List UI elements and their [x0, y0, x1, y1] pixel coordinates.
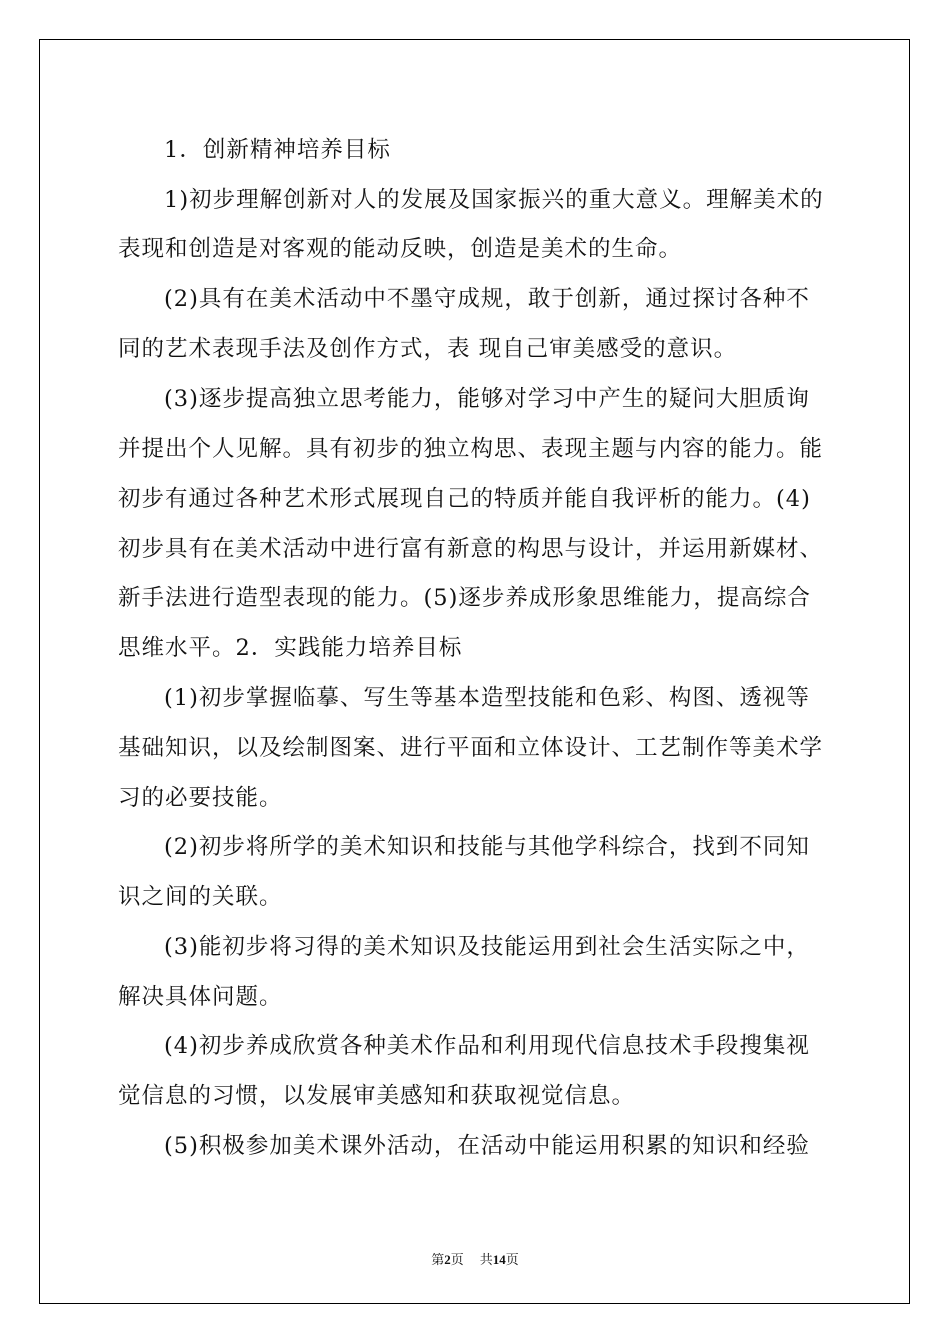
page-border: [39, 39, 910, 1304]
section-heading: 1．创新精神培养目标: [164, 137, 391, 163]
paragraph-line: (2)具有在美术活动中不墨守成规，敢于创新，通过探讨各种不: [164, 286, 810, 312]
paragraph-line: 习的必要技能。: [118, 785, 283, 811]
paragraph-line: 新手法进行造型表现的能力。(5)逐步养成形象思维能力，提高综合: [118, 585, 811, 611]
paragraph-line: 表现和创造是对客观的能动反映，创造是美术的生命。: [118, 236, 683, 262]
page-number: 2: [444, 1252, 451, 1267]
total-pages-label: 共14页: [479, 1252, 519, 1268]
paragraph-line: 同的艺术表现手法及创作方式，表 现自己审美感受的意识。: [118, 336, 738, 362]
paragraph-line: 初步有通过各种艺术形式展现自己的特质并能自我评析的能力。(4): [118, 486, 811, 512]
paragraph-line: (3)能初步将习得的美术知识及技能运用到社会生活实际之中，: [164, 934, 810, 960]
paragraph-line: 觉信息的习惯，以发展审美感知和获取视觉信息。: [118, 1083, 636, 1109]
page-label: 第2页: [431, 1252, 464, 1268]
paragraph-line: (5)积极参加美术课外活动，在活动中能运用积累的知识和经验: [164, 1133, 810, 1159]
paragraph-line: (2)初步将所学的美术知识和技能与其他学科综合，找到不同知: [164, 834, 810, 860]
paragraph-line: 1)初步理解创新对人的发展及国家振兴的重大意义。理解美术的: [164, 187, 824, 213]
paragraph-line: 并提出个人见解。具有初步的独立构思、表现主题与内容的能力。能: [118, 436, 824, 462]
paragraph-line: 解决具体问题。: [118, 984, 283, 1010]
paragraph-line: 初步具有在美术活动中进行富有新意的构思与设计，并运用新媒材、: [118, 536, 824, 562]
paragraph-line: (3)逐步提高独立思考能力，能够对学习中产生的疑问大胆质询: [164, 386, 810, 412]
paragraph-line: (1)初步掌握临摹、写生等基本造型技能和色彩、构图、透视等: [164, 685, 810, 711]
paragraph-line: 基础知识，以及绘制图案、进行平面和立体设计、工艺制作等美术学: [118, 735, 824, 761]
page-footer: [0, 1249, 950, 1268]
paragraph-line: (4)初步养成欣赏各种美术作品和利用现代信息技术手段搜集视: [164, 1033, 810, 1059]
paragraph-line: 识之间的关联。: [118, 884, 283, 910]
paragraph-line: 思维水平。2．实践能力培养目标: [118, 635, 463, 661]
total-pages-number: 14: [492, 1252, 506, 1267]
